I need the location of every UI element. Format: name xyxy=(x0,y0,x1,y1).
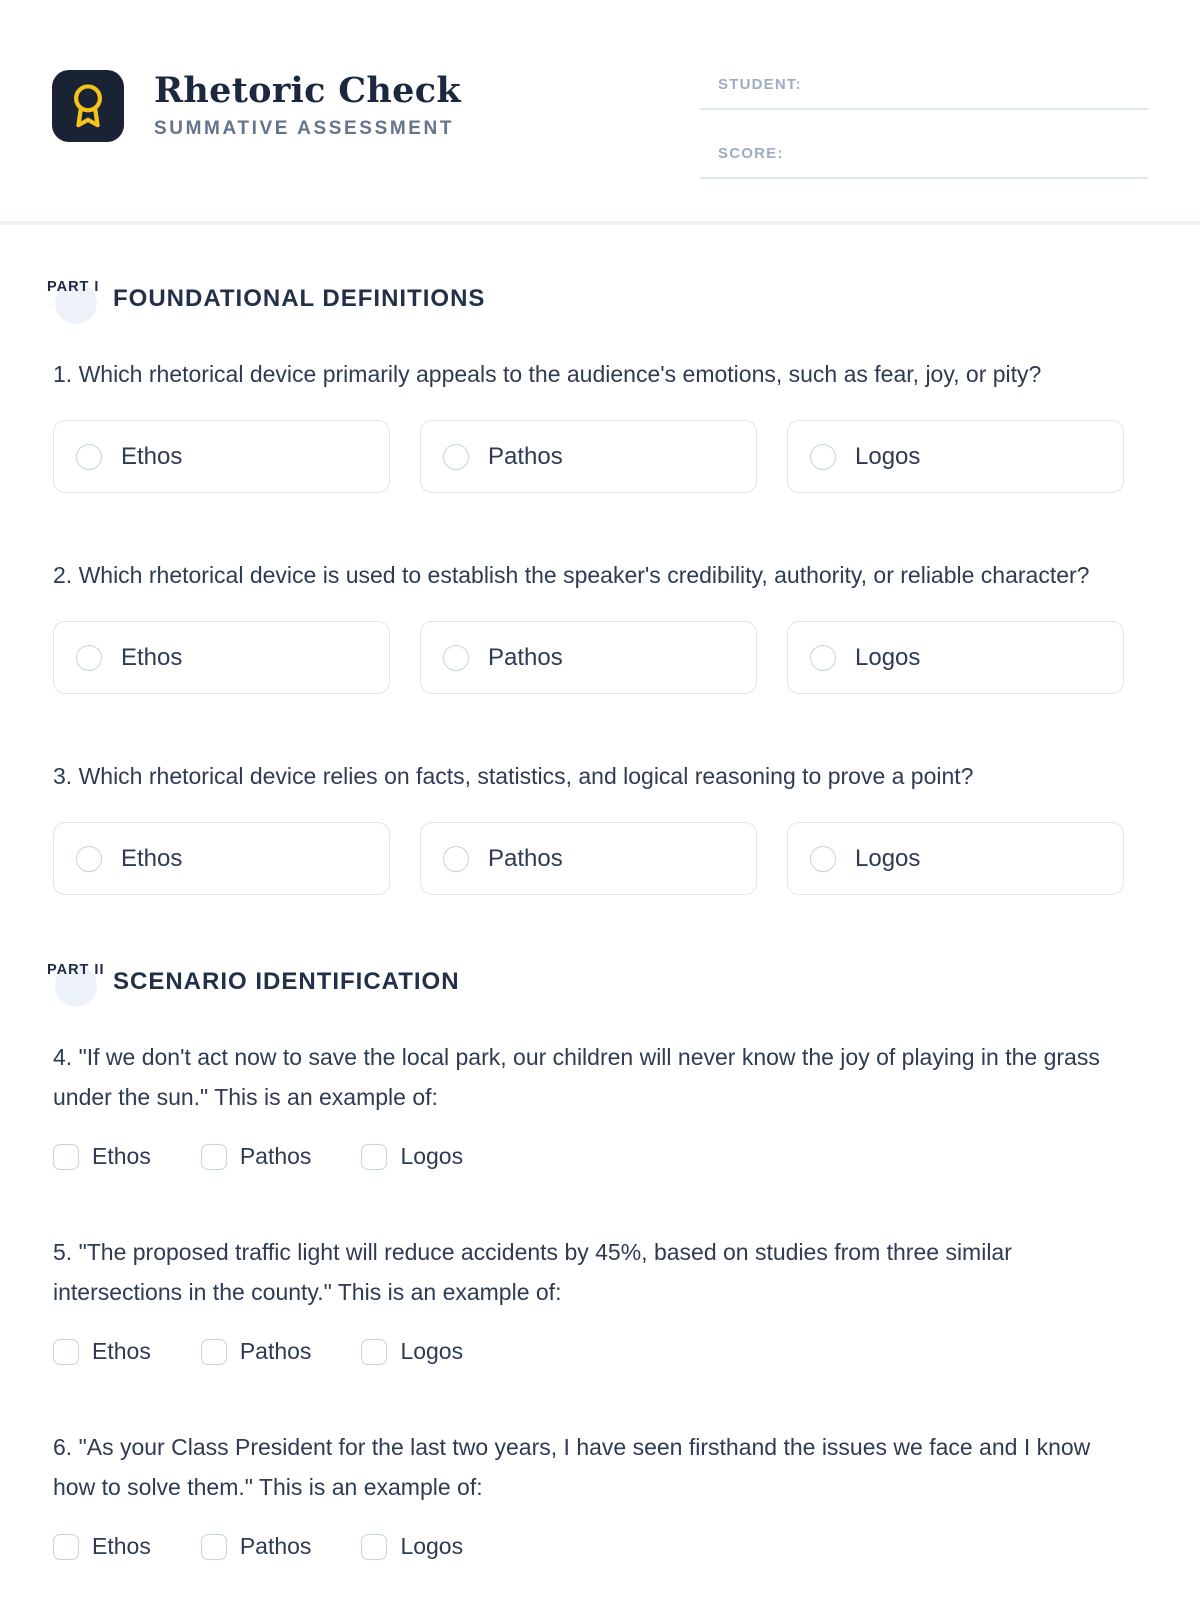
part-section-1 xyxy=(47,274,1124,895)
option-label: Ethos xyxy=(92,1533,151,1559)
radio-option-logos[interactable] xyxy=(787,822,1124,895)
radio-button-icon[interactable] xyxy=(810,645,836,671)
option-label: Ethos xyxy=(92,1143,151,1169)
radio-button-icon[interactable] xyxy=(76,645,102,671)
question-text: 4. "If we don't act now to save the local park, our children will never know the joy of playing in the grass under the sun." This is an example of: xyxy=(53,1044,1100,1110)
section-title: SCENARIO IDENTIFICATION xyxy=(113,968,460,995)
option-label: Pathos xyxy=(488,442,563,470)
radio-button-icon[interactable] xyxy=(443,444,469,470)
question-6 xyxy=(53,1427,1124,1560)
checkbox-option-pathos[interactable] xyxy=(201,1143,312,1170)
section-title: FOUNDATIONAL DEFINITIONS xyxy=(113,285,486,312)
options-row xyxy=(53,1143,1124,1170)
checkbox-option-ethos[interactable] xyxy=(53,1338,151,1365)
question-text: 3. Which rhetorical device relies on facts, statistics, and logical reasoning to prove a point? xyxy=(53,763,974,789)
radio-option-pathos[interactable] xyxy=(420,420,757,493)
option-label: Logos xyxy=(400,1338,464,1364)
checkbox-option-ethos[interactable] xyxy=(53,1533,151,1560)
checkbox-icon[interactable] xyxy=(201,1339,227,1365)
option-label: Ethos xyxy=(121,643,183,671)
score-field[interactable] xyxy=(700,145,1148,179)
option-label: Pathos xyxy=(239,1338,312,1364)
radio-button-icon[interactable] xyxy=(810,846,836,872)
radio-option-ethos[interactable] xyxy=(53,621,390,694)
radio-button-icon[interactable] xyxy=(810,444,836,470)
question-2 xyxy=(53,555,1124,694)
question-4 xyxy=(53,1037,1124,1170)
part-number-badge xyxy=(47,962,105,1007)
question-1 xyxy=(53,354,1124,493)
section-header xyxy=(47,274,1124,324)
radio-button-icon[interactable] xyxy=(76,846,102,872)
options-row xyxy=(53,621,1124,694)
assessment-body xyxy=(47,274,1124,1560)
checkbox-option-pathos[interactable] xyxy=(201,1338,312,1365)
option-label: Pathos xyxy=(488,844,563,872)
radio-button-icon[interactable] xyxy=(443,846,469,872)
checkbox-icon[interactable] xyxy=(361,1534,387,1560)
checkbox-icon[interactable] xyxy=(53,1144,79,1170)
options-row xyxy=(53,1533,1124,1560)
option-label: Ethos xyxy=(121,844,183,872)
checkbox-icon[interactable] xyxy=(201,1144,227,1170)
checkbox-option-logos[interactable] xyxy=(361,1533,463,1560)
checkbox-icon[interactable] xyxy=(53,1534,79,1560)
part-number-badge xyxy=(47,279,100,324)
option-label: Logos xyxy=(400,1143,464,1169)
radio-option-ethos[interactable] xyxy=(53,822,390,895)
page-title: Rhetoric Check xyxy=(154,70,461,111)
question-3 xyxy=(53,756,1124,895)
question-text: 5. "The proposed traffic light will reduce accidents by 45%, based on studies from three similar intersections in the county." This is an example of: xyxy=(53,1239,1012,1305)
options-row xyxy=(53,822,1124,895)
question-text: 1. Which rhetorical device primarily appeals to the audience's emotions, such as fear, joy, or pity? xyxy=(53,361,1042,387)
option-label: Ethos xyxy=(121,442,183,470)
part-section-2 xyxy=(47,957,1124,1560)
checkbox-option-pathos[interactable] xyxy=(201,1533,312,1560)
radio-button-icon[interactable] xyxy=(76,444,102,470)
checkbox-icon[interactable] xyxy=(361,1339,387,1365)
options-row xyxy=(53,1338,1124,1365)
option-label: Logos xyxy=(400,1533,464,1559)
header-fields xyxy=(700,70,1148,179)
option-label: Ethos xyxy=(92,1338,151,1364)
question-text: 6. "As your Class President for the last two years, I have seen firsthand the issues we face and I know how to solve them." This is an example of: xyxy=(53,1434,1091,1500)
logo-tile xyxy=(52,70,124,142)
section-header xyxy=(47,957,1124,1007)
brand-text xyxy=(154,70,461,142)
header xyxy=(0,0,1200,225)
part-label: PART II xyxy=(47,962,105,978)
radio-option-pathos[interactable] xyxy=(420,621,757,694)
question-text: 2. Which rhetorical device is used to establish the speaker's credibility, authority, or reliable character? xyxy=(53,562,1090,588)
option-label: Pathos xyxy=(239,1533,312,1559)
options-row xyxy=(53,420,1124,493)
checkbox-option-logos[interactable] xyxy=(361,1338,463,1365)
radio-option-ethos[interactable] xyxy=(53,420,390,493)
option-label: Pathos xyxy=(488,643,563,671)
student-name-field[interactable] xyxy=(700,76,1148,110)
checkbox-icon[interactable] xyxy=(53,1339,79,1365)
award-ribbon-icon xyxy=(65,83,111,129)
question-5 xyxy=(53,1232,1124,1365)
page-subtitle: SUMMATIVE ASSESSMENT xyxy=(154,117,455,139)
part-label: PART I xyxy=(47,279,100,295)
option-label: Logos xyxy=(855,442,921,470)
checkbox-option-logos[interactable] xyxy=(361,1143,463,1170)
option-label: Logos xyxy=(855,643,921,671)
checkbox-option-ethos[interactable] xyxy=(53,1143,151,1170)
option-label: Pathos xyxy=(239,1143,312,1169)
student-label: STUDENT: xyxy=(718,76,802,93)
option-label: Logos xyxy=(855,844,921,872)
radio-option-logos[interactable] xyxy=(787,621,1124,694)
score-label: SCORE: xyxy=(718,145,784,162)
checkbox-icon[interactable] xyxy=(361,1144,387,1170)
radio-option-logos[interactable] xyxy=(787,420,1124,493)
checkbox-icon[interactable] xyxy=(201,1534,227,1560)
radio-option-pathos[interactable] xyxy=(420,822,757,895)
brand xyxy=(52,70,461,142)
radio-button-icon[interactable] xyxy=(443,645,469,671)
